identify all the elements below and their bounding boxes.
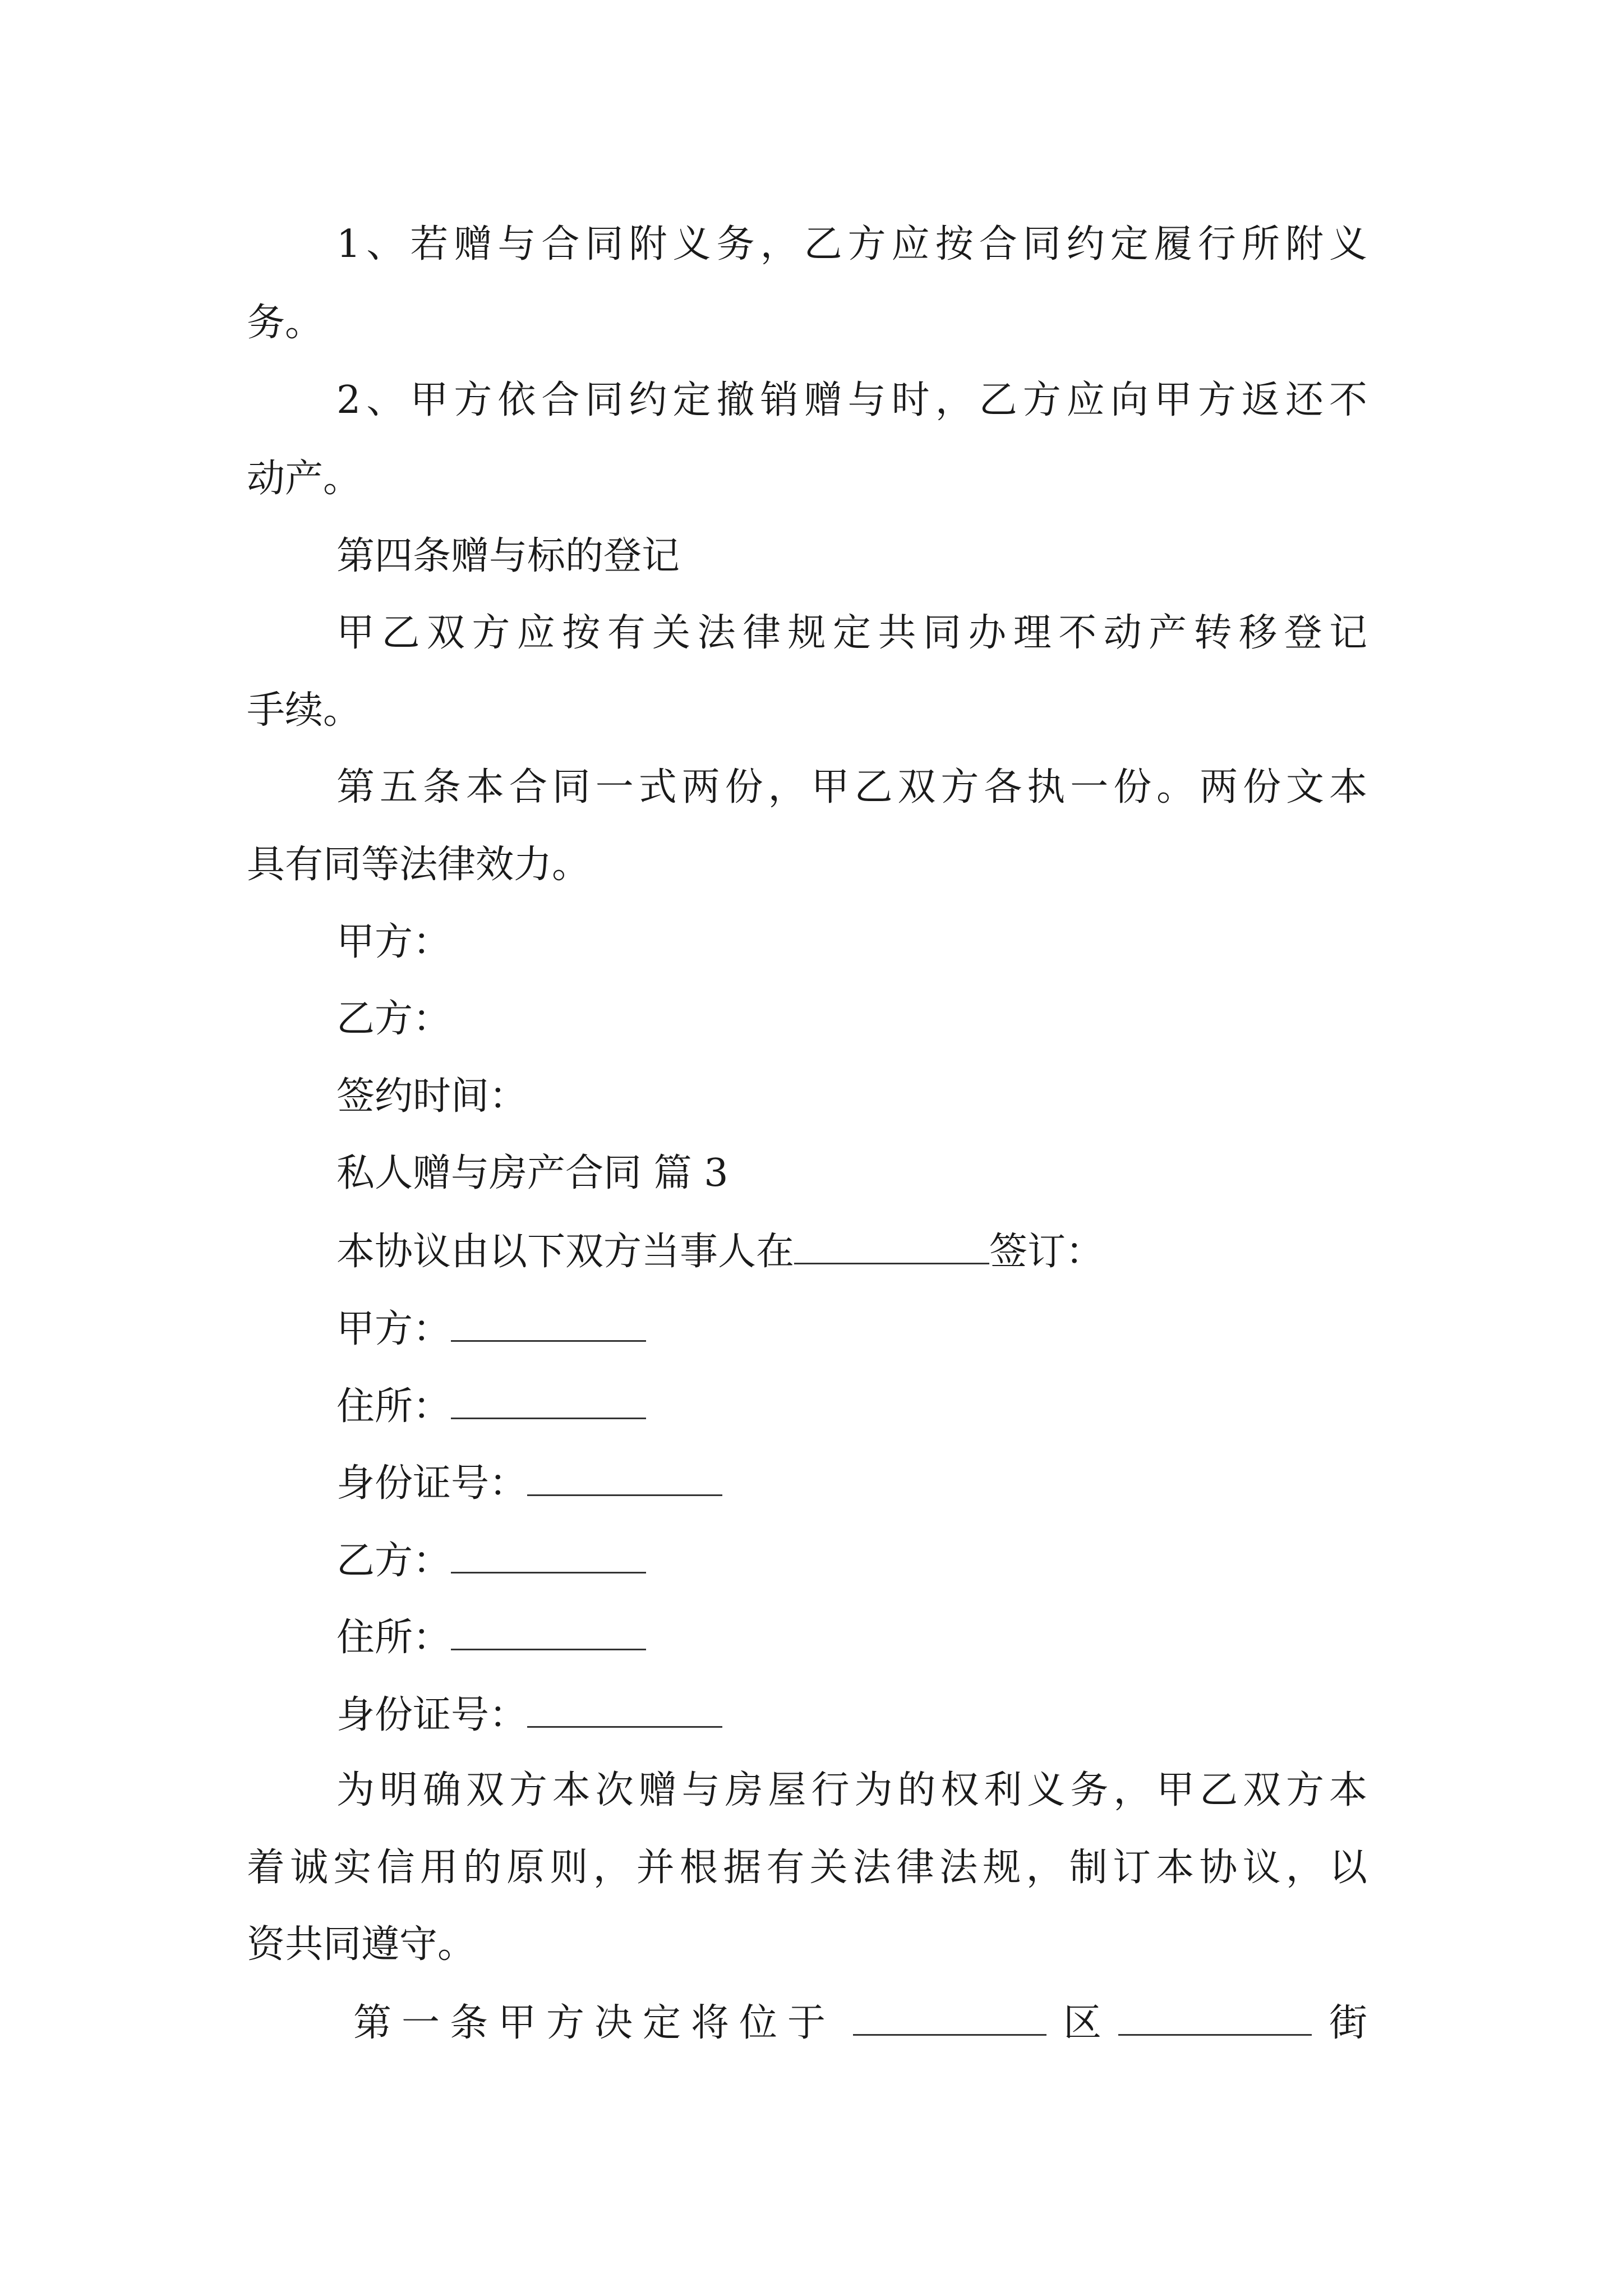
article-heading: 第四条赠与标的登记	[336, 534, 680, 578]
party-a-id-field	[336, 1461, 722, 1506]
sign-time-label: 签约时间：	[336, 1074, 528, 1119]
street-label: 街	[1329, 2001, 1367, 2045]
paragraph-line: 具有同等法律效力。	[247, 843, 591, 887]
paragraph-line: 为明确双方本次赠与房屋行为的权利义务，甲乙双方本	[336, 1768, 1367, 1812]
field-label: 身份证号：	[336, 1461, 528, 1506]
agreement-place-line	[336, 1230, 1104, 1274]
agreement-prefix: 本协议由以下双方当事人在	[336, 1230, 795, 1274]
paragraph-line: 2、甲方依合同约定撤销赠与时，乙方应向甲方返还不	[336, 378, 1367, 422]
party-a-field	[336, 1309, 646, 1349]
party-a-address-field	[336, 1384, 646, 1429]
paragraph-line: 1、若赠与合同附义务，乙方应按合同约定履行所附义	[336, 222, 1367, 266]
paragraph-line: 甲乙双方应按有关法律规定共同办理不动产转移登记	[336, 611, 1367, 655]
party-b-label: 乙方：	[336, 997, 451, 1041]
paragraph-line: 着诚实信用的原则，并根据有关法律法规，制订本协议，以	[247, 1846, 1367, 1890]
id-blank	[527, 1463, 722, 1496]
agreement-suffix: 签订：	[989, 1230, 1104, 1274]
party-a-blank	[451, 1309, 646, 1342]
location-blank-2	[1118, 2003, 1312, 2036]
party-b-blank	[451, 1540, 646, 1573]
paragraph-line: 手续。	[247, 688, 362, 733]
id-blank	[527, 1695, 722, 1728]
field-label: 乙方：	[336, 1539, 451, 1583]
field-label: 身份证号：	[336, 1693, 528, 1737]
place-blank	[794, 1231, 989, 1264]
paragraph-line: 动产。	[247, 457, 362, 501]
party-a-label: 甲方：	[336, 920, 451, 964]
party-b-field	[336, 1539, 646, 1583]
paragraph-line: 第五条本合同一式两份，甲乙双方各执一份。两份文本	[336, 765, 1367, 809]
address-blank	[451, 1386, 646, 1419]
district-label: 区	[1063, 2001, 1101, 2045]
address-blank	[451, 1617, 646, 1650]
section-title: 私人赠与房产合同 篇 3	[336, 1151, 728, 1195]
field-label: 住所：	[336, 1616, 451, 1660]
party-b-id-field	[336, 1693, 722, 1737]
field-label: 住所：	[336, 1384, 451, 1429]
location-blank-1	[853, 2003, 1046, 2036]
article-one-line	[353, 2001, 1367, 2045]
paragraph-line: 务。	[247, 301, 324, 345]
field-label: 甲方：	[336, 1307, 451, 1351]
paragraph-line: 资共同遵守。	[247, 1922, 476, 1967]
article-one-text: 第一条甲方决定将位于	[353, 2001, 836, 2045]
party-b-address-field	[336, 1616, 646, 1660]
